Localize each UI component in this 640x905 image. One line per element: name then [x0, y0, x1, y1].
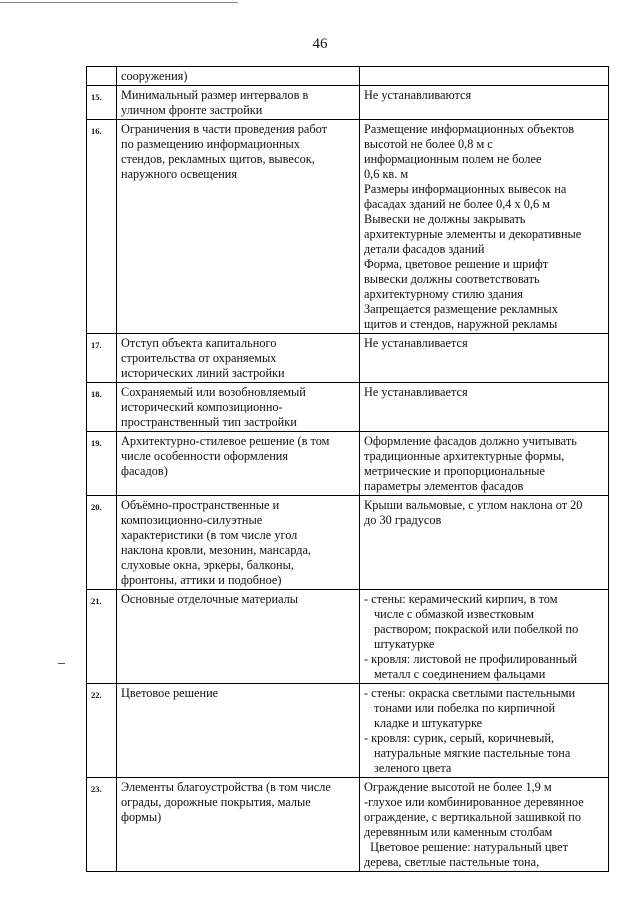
row-number: 22. [87, 684, 117, 777]
parameter-value-line: высотой не более 0,8 м с [364, 137, 493, 151]
table-row [87, 334, 609, 383]
parameter-value-line: Размеры информационных вывесок на [364, 182, 567, 196]
parameter-name-line: уличном фронте застройки [121, 103, 263, 117]
parameter-name [117, 383, 360, 431]
table-row [87, 86, 609, 120]
parameter-value-line: Вывески не должны закрывать [364, 212, 526, 226]
parameter-value-line: Крыши вальмовые, с углом наклона от 20 [364, 498, 583, 512]
parameter-name-line: Объёмно-пространственные и [121, 498, 280, 512]
parameter-name-line: Ограничения в части проведения работ [121, 122, 327, 136]
parameter-name-line: формы) [121, 810, 162, 824]
parameter-value [360, 590, 609, 683]
table-row [87, 496, 609, 590]
parameter-name-line: числе особенности оформления [121, 449, 289, 463]
parameter-value [360, 684, 609, 777]
row-number: 20. [87, 496, 117, 589]
parameter-name-line: слуховые окна, эркеры, балконы, [121, 558, 294, 572]
row-number: 23. [87, 778, 117, 871]
parameter-value-line: натуральные мягкие пастельные тона [374, 746, 571, 760]
parameter-value [360, 496, 609, 589]
parameter-name-line: наклона кровли, мезонин, мансарда, [121, 543, 311, 557]
row-number: 17. [87, 334, 117, 382]
parameter-value-line: Не устанавливается [364, 385, 468, 399]
parameter-value-line: Запрещается размещение рекламных [364, 302, 558, 316]
parameter-name [117, 496, 360, 589]
regulations-table [86, 66, 609, 872]
parameter-value-line: штукатурке [374, 637, 435, 651]
parameter-value-line: Форма, цветовое решение и шрифт [364, 257, 549, 271]
row-number: 18. [87, 383, 117, 431]
parameter-value-line: Не устанавливается [364, 336, 468, 350]
parameter-value-line: фасадах зданий не более 0,4 х 0,6 м [364, 197, 550, 211]
parameter-value-line: Оформление фасадов должно учитывать [364, 434, 577, 448]
parameter-name-line: Элементы благоустройства (в том числе [121, 780, 331, 794]
parameter-value-line: числе с обмазкой известковым [374, 607, 534, 621]
row-number: 19. [87, 432, 117, 495]
parameter-name [117, 590, 360, 683]
row-number: 15. [87, 86, 117, 119]
parameter-value-line: информационным полем не более [364, 152, 542, 166]
parameter-value-line: метрические и пропорциональные [364, 464, 545, 478]
parameter-name-line: наружного освещения [121, 167, 238, 181]
parameter-value-line: кладке и штукатурке [374, 716, 483, 730]
parameter-name-line: ограды, дорожные покрытия, малые [121, 795, 311, 809]
parameter-value-line: тонами или побелка по кирпичной [374, 701, 556, 715]
parameter-name-line: пространственный тип застройки [121, 415, 297, 429]
row-number: 21. [87, 590, 117, 683]
parameter-value-line: -глухое или комбинированное деревянное [364, 795, 584, 809]
parameter-name-line: Отступ объекта капитального [121, 336, 277, 350]
row-number [87, 67, 117, 85]
parameter-value-line: детали фасадов зданий [364, 242, 485, 256]
table-row [87, 383, 609, 432]
top-rule [0, 2, 238, 3]
row-number: 16. [87, 120, 117, 333]
parameter-name-line: характеристики (в том числе угол [121, 528, 298, 542]
parameter-value-line: 0,6 кв. м [364, 167, 409, 181]
parameter-value [360, 67, 609, 85]
parameter-value-line: деревянным или каменным столбам [364, 825, 553, 839]
parameter-name-line: строительства от охраняемых [121, 351, 277, 365]
table-row [87, 67, 609, 86]
margin-mark [58, 663, 65, 664]
parameter-value-line: параметры элементов фасадов [364, 479, 524, 493]
parameter-name-line: сооружения) [121, 69, 188, 83]
parameter-name [117, 334, 360, 382]
parameter-value-line: раствором; покраской или побелкой по [374, 622, 579, 636]
parameter-name-line: по размещению информационных [121, 137, 300, 151]
page-number: 46 [312, 36, 328, 52]
parameter-value-line: традиционные архитектурные формы, [364, 449, 565, 463]
parameter-value [360, 86, 609, 119]
parameter-value [360, 778, 609, 871]
table-row [87, 684, 609, 778]
table-row [87, 432, 609, 496]
parameter-value-line: Не устанавливаются [364, 88, 472, 102]
table-row [87, 778, 609, 872]
parameter-value-line: зеленого цвета [374, 761, 452, 775]
parameter-name-line: фронтоны, аттики и подобное) [121, 573, 282, 587]
parameter-value-line: - стены: керамический кирпич, в том [364, 592, 558, 606]
table-row [87, 120, 609, 334]
parameter-value-line: Размещение информационных объектов [364, 122, 575, 136]
parameter-name-line: Архитектурно-стилевое решение (в том [121, 434, 330, 448]
parameter-value [360, 383, 609, 431]
parameter-value-line: до 30 градусов [364, 513, 442, 527]
parameter-value-line: металл с соединением фальцами [374, 667, 546, 681]
parameter-value-line: - стены: окраска светлыми пастельными [364, 686, 576, 700]
parameter-name-line: фасадов) [121, 464, 168, 478]
parameter-value-line: вывески должны соответствовать [364, 272, 540, 286]
parameter-value [360, 432, 609, 495]
parameter-name-line: композиционно-силуэтные [121, 513, 263, 527]
parameter-value [360, 120, 609, 333]
parameter-name-line: Минимальный размер интервалов в [121, 88, 309, 102]
parameter-value-line: - кровля: сурик, серый, коричневый, [364, 731, 555, 745]
parameter-name [117, 432, 360, 495]
parameter-value-line: дерева, светлые пастельные тона, [364, 855, 540, 869]
parameter-value-line: архитектурному стилю здания [364, 287, 523, 301]
parameter-value-line: Цветовое решение: натуральный цвет [364, 840, 568, 854]
parameter-name-line: Сохраняемый или возобновляемый [121, 385, 306, 399]
parameter-value-line: щитов и стендов, наружной рекламы [364, 317, 558, 331]
parameter-name-line: Цветовое решение [121, 686, 219, 700]
parameter-value-line: Ограждение высотой не более 1,9 м [364, 780, 552, 794]
parameter-name [117, 86, 360, 119]
parameter-value-line: - кровля: листовой не профилированный [364, 652, 578, 666]
parameter-name-line: Основные отделочные материалы [121, 592, 299, 606]
parameter-name-line: исторических линий застройки [121, 366, 285, 380]
parameter-name-line: исторический композиционно- [121, 400, 283, 414]
parameter-name-line: стендов, рекламных щитов, вывесок, [121, 152, 315, 166]
parameter-name [117, 778, 360, 871]
parameter-name [117, 120, 360, 333]
parameter-name [117, 684, 360, 777]
parameter-value-line: ограждение, с вертикальной зашивкой по [364, 810, 581, 824]
table-row [87, 590, 609, 684]
parameter-name [117, 67, 360, 85]
parameter-value [360, 334, 609, 382]
parameter-value-line: архитектурные элементы и декоративные [364, 227, 582, 241]
